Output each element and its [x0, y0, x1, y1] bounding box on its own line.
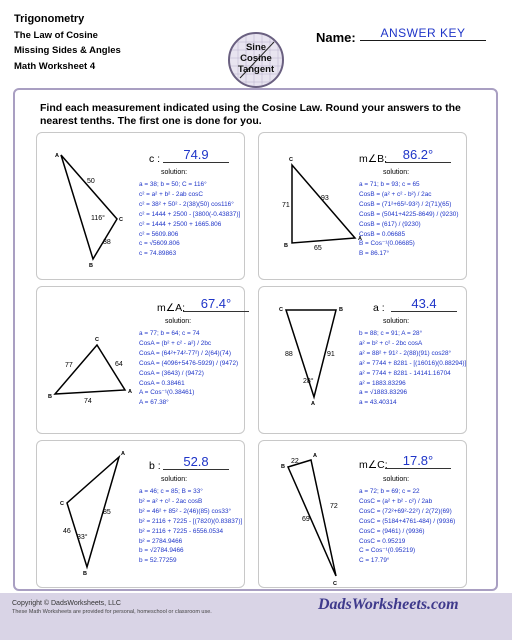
vertex-a-label: A: [358, 236, 362, 242]
vertex-b-label: B: [48, 394, 52, 400]
problem-card-2: [258, 132, 467, 280]
problem-card-3: [36, 286, 245, 434]
side-c-label: 91: [327, 351, 335, 358]
answer-value[interactable]: 86.2°: [385, 148, 451, 163]
problem-card-4: [258, 286, 467, 434]
sine-cosine-tangent-logo: [228, 32, 284, 88]
vertex-b-label: B: [281, 464, 285, 470]
name-field[interactable]: ANSWER KEY: [360, 26, 486, 41]
solution-steps: b = 88; c = 91; A = 28° a² = b² + c² - 2bc cosA a² = 88² + 91² - 2(88)(91) cos28° a² = 7744 + 8281 - [(16016)(0.88294)] a² = 7744 + 8281 - 14141.16704 a² = 1883.83296 a = √1883.83296 a = 43.40314: [359, 330, 467, 407]
subtopic-title: Missing Sides & Angles: [14, 45, 121, 56]
answer-value[interactable]: 67.4°: [183, 297, 249, 312]
answer-value[interactable]: 17.8°: [385, 454, 451, 469]
side-b-label: 72: [330, 503, 338, 510]
solution-steps: a = 46; c = 85; B = 33° b² = a² + c² - 2ac cosB b² = 46² + 85² - 2(46)(85) cos33° b² = 2116 + 7225 - [(7820)(0.83837)] b² = 2116 + 7225 - 6556.0534 b² = 2784.9466 b = √2784.9466 b = 52.77259: [139, 488, 243, 565]
vertex-c-label: C: [333, 581, 337, 587]
vertex-c-label: C: [289, 157, 293, 163]
vertex-c-label: C: [279, 307, 283, 313]
answer-label: a :: [373, 302, 385, 314]
solution-steps: a = 38; b = 50; C = 116° c² = a² + b² - 2ab cosC c² = 38² + 50² - 2(38)(50) cos116° c² = 1444 + 2500 - [3800(-0.43837)] c² = 1444 + 2500 + 1665.806 c² = 5609.806 c = √5609.806 c = 74.89863: [139, 181, 241, 258]
solution-label: solution:: [165, 318, 192, 325]
solution-label: solution:: [383, 476, 410, 483]
logo-line-sine: Sine: [245, 42, 267, 53]
worksheet-number: Math Worksheet 4: [14, 60, 96, 72]
side-a-label: 64: [115, 361, 123, 368]
answer-value[interactable]: 52.8: [163, 455, 229, 470]
brand-logo[interactable]: DadsWorksheets.com: [318, 596, 459, 613]
solution-label: solution:: [161, 169, 188, 176]
vertex-b-label: B: [284, 243, 288, 249]
side-c-label: 65: [314, 245, 322, 252]
side-c-label: 22: [291, 458, 299, 465]
worksheet-title-block: [14, 12, 121, 74]
instructions: Find each measurement indicated using the Cosine Law. Round your answers to the nearest tenths. The first one is done for you.: [40, 102, 461, 127]
vertex-b-label: B: [339, 307, 343, 313]
side-b-label: 74: [84, 398, 92, 405]
side-b-label: 88: [285, 351, 293, 358]
answer-label: m∠B:: [359, 153, 388, 165]
answer-label: m∠A:: [157, 302, 186, 314]
solution-steps: a = 71; b = 93; c = 65 CosB = (a² + c² - b²) / 2ac CosB = (71²+65²-93²) / 2(71)(65) CosB = (5041+4225-8649) / (9230) CosB = (617) / (9230) CosB = 0.06685 B = Cos⁻¹(0.06685) B = 86.17°: [359, 181, 459, 258]
answer-label: c :: [149, 153, 161, 165]
angle-c-label: 116°: [91, 215, 105, 222]
vertex-c-label: C: [60, 501, 64, 507]
side-b-label: 50: [87, 178, 95, 185]
side-c-label: 77: [65, 362, 73, 369]
vertex-c-label: C: [95, 337, 99, 343]
answer-label: m∠C:: [359, 459, 388, 471]
side-c-label: 85: [103, 509, 111, 516]
logo-line-cosine: Cosine: [240, 53, 272, 64]
angle-a-label: 28°: [303, 378, 314, 385]
problem-card-1: [36, 132, 245, 280]
name-label: Name:: [316, 30, 356, 45]
topic-title: The Law of Cosine: [14, 29, 98, 41]
solution-steps: a = 72; b = 69; c = 22 CosC = (a² + b² - c²) / 2ab CosC = (72²+69²-22²) / 2(72)(69) CosC = (5184+4761-484) / (9936) CosC = (9461) / (9936) CosC = 0.95219 C = Cos⁻¹(0.95219) C = 17.79°: [359, 488, 456, 565]
vertex-a-label: A: [121, 451, 125, 457]
copyright-text: Copyright © DadsWorksheets, LLC: [12, 600, 121, 607]
solution-label: solution:: [383, 169, 410, 176]
side-a-label: 38: [103, 239, 111, 246]
vertex-b-label: B: [89, 263, 93, 269]
solution-steps: a = 77; b = 64; c = 74 CosA = (b² + c² - a²) / 2bc CosA = (64²+74²-77²) / 2(64)(74) CosA = (4096+5476-5929) / (9472) CosA = (3643) / (9472) CosA = 0.38461 A = Cos⁻¹(0.38461) A = 67.38°: [139, 330, 239, 407]
vertex-a-label: A: [313, 453, 317, 459]
answer-value[interactable]: 74.9: [163, 148, 229, 163]
vertex-a-label: A: [128, 389, 132, 395]
vertex-c-label: C: [119, 217, 123, 223]
problem-card-6: [258, 440, 467, 588]
angle-b-label: 33°: [77, 534, 88, 541]
answer-value[interactable]: 43.4: [391, 297, 457, 312]
side-a-label: 69: [302, 516, 310, 523]
usage-note: These Math Worksheets are provided for personal, homeschool or classroom use.: [12, 609, 212, 615]
side-b-label: 93: [321, 195, 329, 202]
solution-label: solution:: [383, 318, 410, 325]
solution-label: solution:: [161, 476, 188, 483]
logo-line-tangent: Tangent: [237, 64, 275, 75]
answer-label: b :: [149, 460, 161, 472]
subject-title: Trigonometry: [14, 13, 85, 25]
vertex-a-label: A: [55, 153, 59, 159]
vertex-a-label: A: [311, 401, 315, 407]
problem-card-5: [36, 440, 245, 588]
side-a-label: 71: [282, 202, 290, 209]
side-a-label: 46: [63, 528, 71, 535]
vertex-b-label: B: [83, 571, 87, 577]
